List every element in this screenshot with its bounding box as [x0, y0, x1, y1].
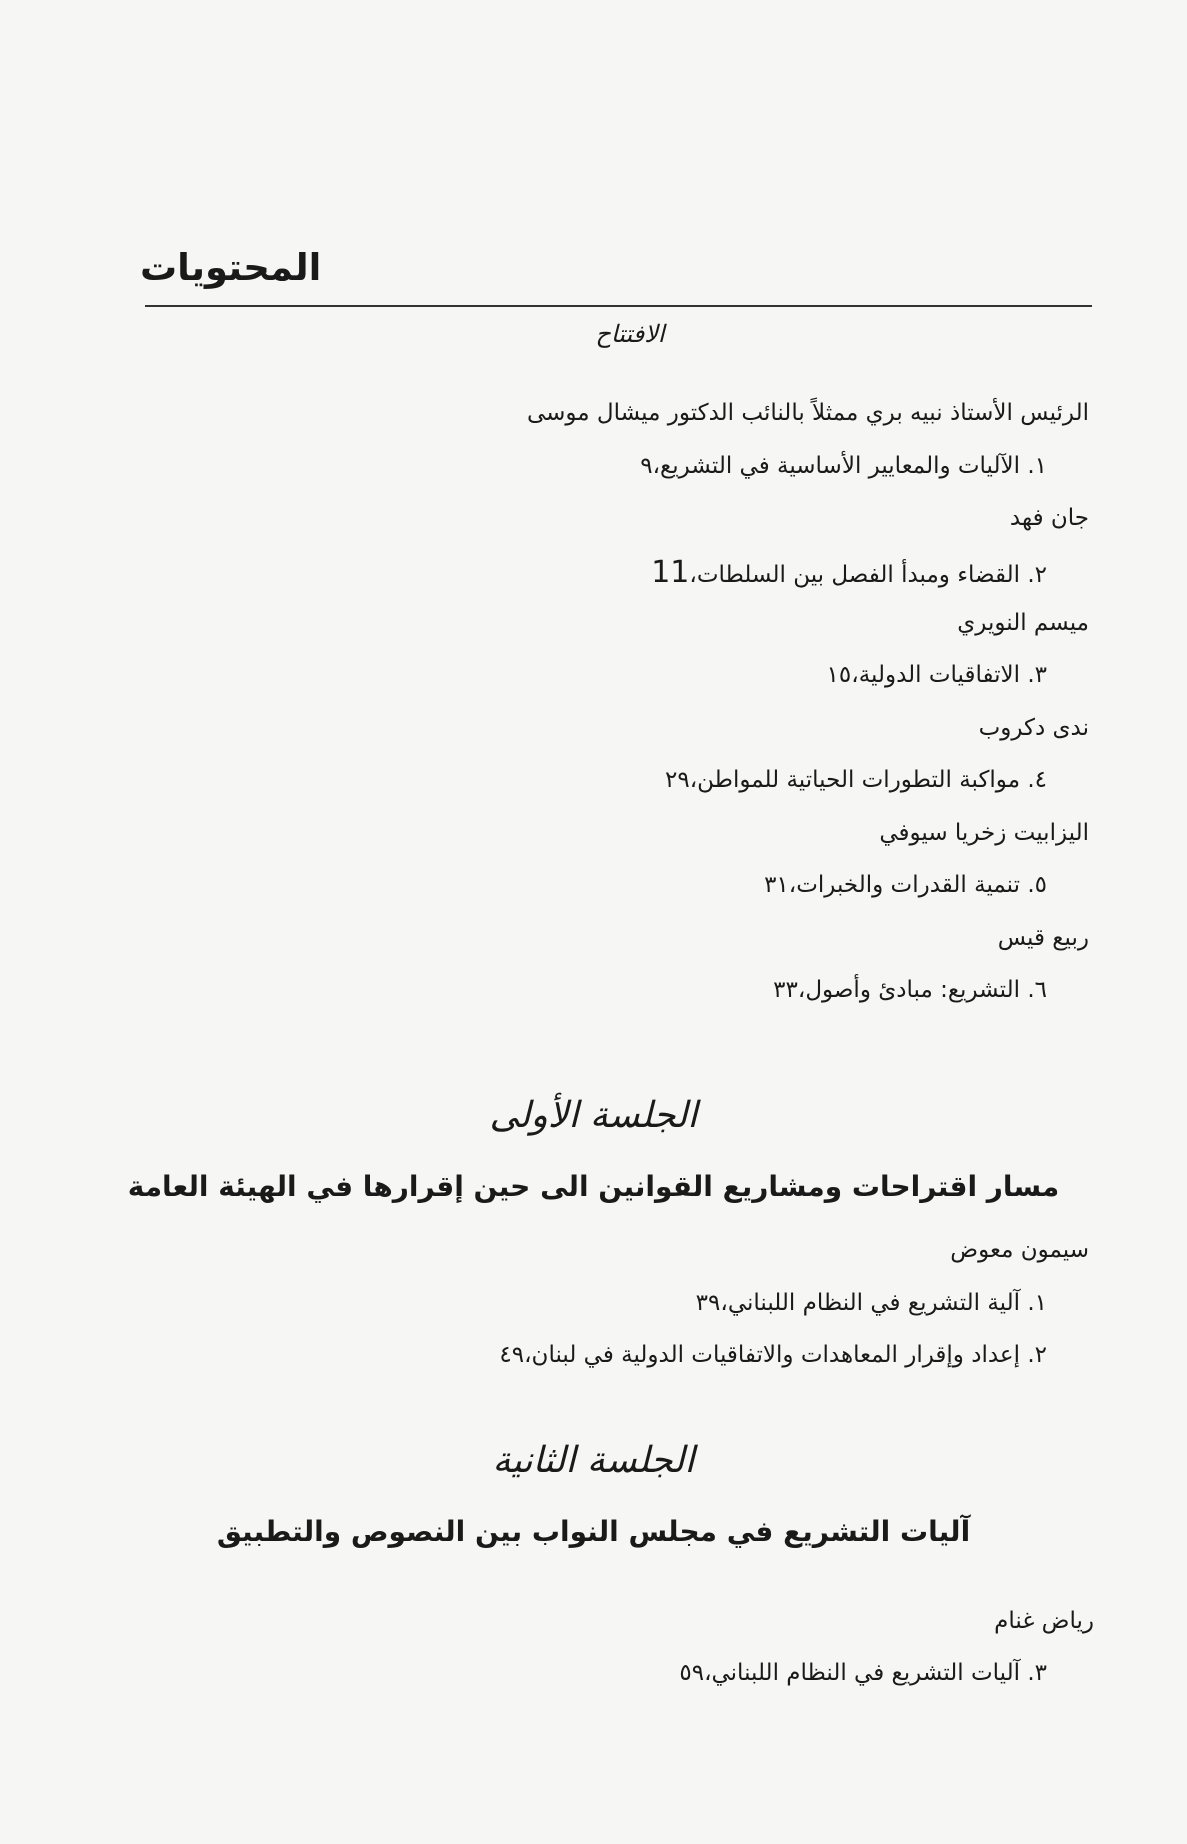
toc-entry-3	[827, 662, 1047, 688]
speaker-5: اليزابيت زخريا سيوفي	[879, 820, 1089, 846]
entry-title: ٣. آليات التشريع في النظام اللبناني،	[704, 1660, 1047, 1686]
toc-entry-s1-2	[499, 1342, 1047, 1368]
entry-title: ٣. الاتفاقيات الدولية،	[851, 662, 1047, 688]
toc-entry-s1-1	[696, 1290, 1047, 1316]
toc-entry-5	[764, 872, 1047, 898]
entry-title: ١. آلية التشريع في النظام اللبناني،	[720, 1290, 1047, 1316]
opening-heading: الافتتاح	[595, 320, 665, 348]
entry-title: ٥. تنمية القدرات والخبرات،	[788, 872, 1047, 898]
entry-page: ٢٩	[665, 767, 690, 793]
session-1-subtitle: مسار اقتراحات ومشاريع القوانين الى حين إقرارها في الهيئة العامة	[127, 1170, 1060, 1203]
entry-page: ٩	[640, 453, 653, 479]
session-1-title: الجلسة الأولى	[489, 1095, 698, 1136]
entry-title: ٢. إعداد وإقرار المعاهدات والاتفاقيات الدولية في لبنان،	[524, 1342, 1047, 1368]
session-1-speaker: سيمون معوض	[950, 1237, 1089, 1263]
entry-page: ٣١	[764, 872, 789, 898]
contents-heading: المحتويات	[140, 246, 322, 289]
speaker-1: الرئيس الأستاذ نبيه بري ممثلاً بالنائب الدكتور ميشال موسى	[526, 400, 1089, 426]
entry-page: ١٥	[826, 662, 852, 688]
entry-page: 11	[651, 555, 690, 590]
entry-title: ٦. التشريع: مبادئ وأصول،	[797, 977, 1047, 1003]
speaker-6: ربيع قيس	[997, 925, 1089, 951]
session-2-title: الجلسة الثانية	[492, 1440, 695, 1481]
entry-title: ٢. القضاء ومبدأ الفصل بين السلطات،	[689, 562, 1047, 588]
toc-entry-s2-1	[679, 1660, 1047, 1686]
speaker-4: ندى دكروب	[978, 715, 1089, 741]
entry-page: ٤٩	[499, 1342, 525, 1368]
toc-entry-1	[640, 453, 1047, 479]
entry-page: ٣٩	[695, 1290, 721, 1316]
toc-entry-4	[665, 767, 1047, 793]
speaker-2: جان فهد	[1009, 505, 1089, 531]
entry-title: ١. الآليات والمعايير الأساسية في التشريع،	[652, 453, 1047, 479]
toc-entry-6	[773, 977, 1047, 1003]
entry-page: ٥٩	[679, 1660, 705, 1686]
entry-title: ٤. مواكبة التطورات الحياتية للمواطن،	[689, 767, 1047, 793]
toc-entry-2	[651, 555, 1047, 590]
speaker-3: ميسم النويري	[957, 610, 1089, 636]
session-2-subtitle: آليات التشريع في مجلس النواب بين النصوص والتطبيق	[216, 1515, 971, 1548]
session-2-speaker: رياض غنام	[994, 1608, 1094, 1634]
heading-divider	[145, 305, 1092, 307]
entry-page: ٣٣	[773, 977, 798, 1003]
